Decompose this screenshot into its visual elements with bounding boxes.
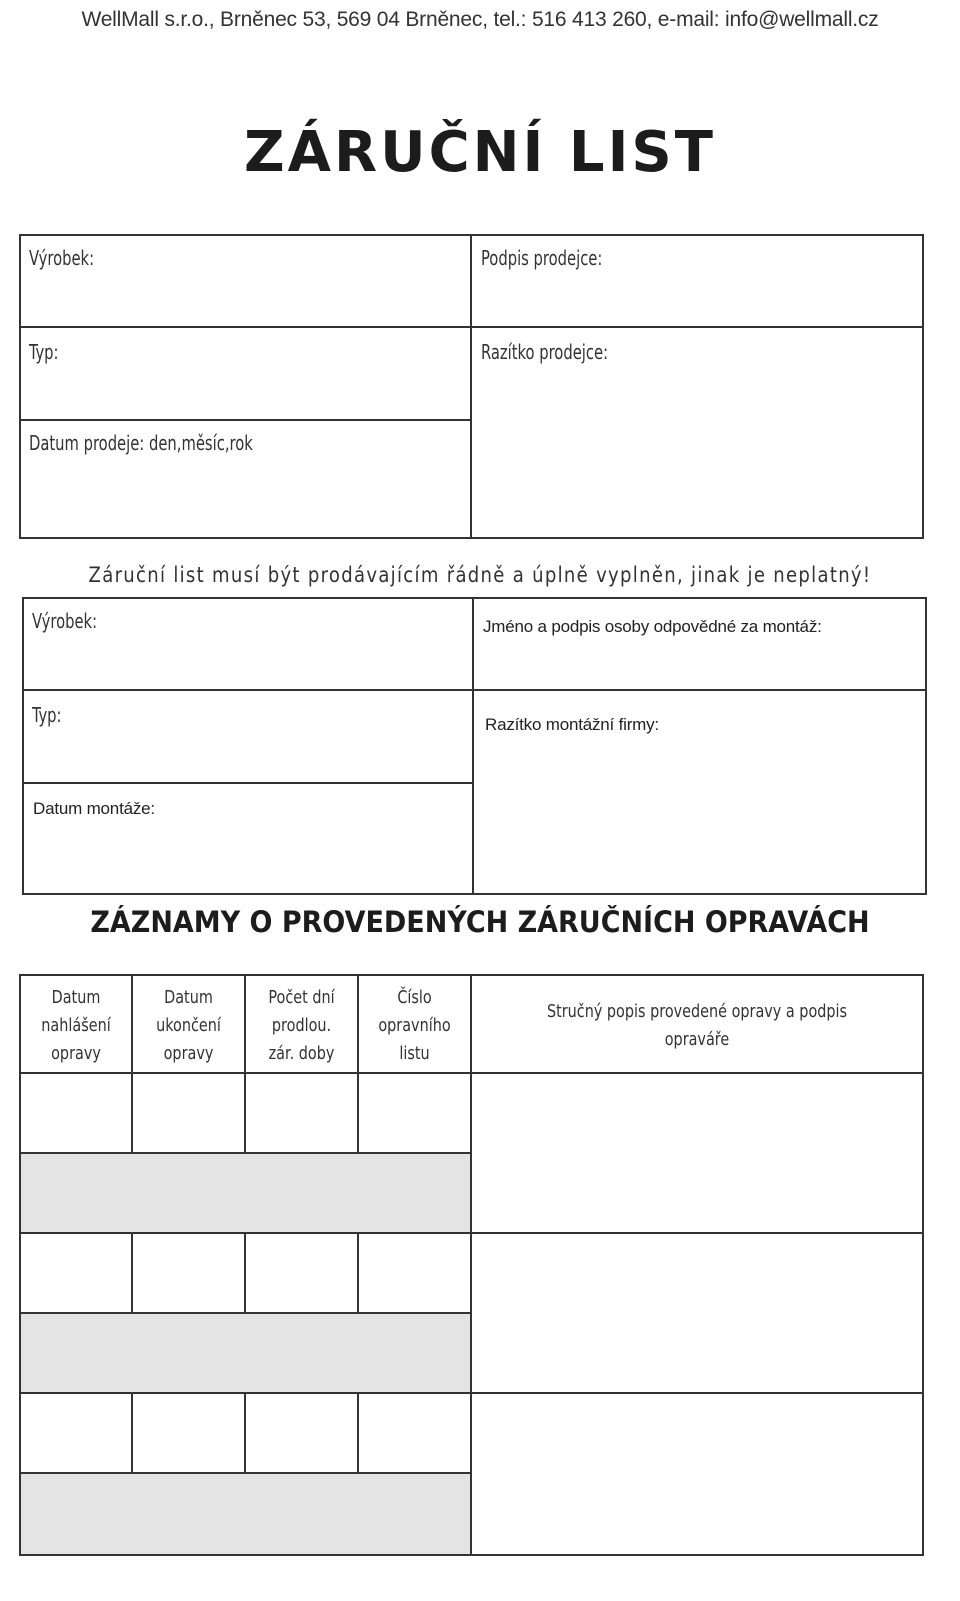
header-line: prodlou. — [271, 1015, 332, 1036]
table-row-shaded — [21, 1314, 471, 1393]
table-row-shaded — [21, 1474, 471, 1554]
header-line: ukončení — [156, 1015, 221, 1036]
repairs-section-title: ZÁZNAMY O PROVEDENÝCH ZÁRUČNÍCH OPRAVÁCH — [90, 905, 870, 939]
sale-type-label: Typ: — [29, 340, 59, 364]
document-title: ZÁRUČNÍ LIST — [244, 120, 716, 185]
header-line: Datum — [164, 987, 213, 1008]
sale-divider-vertical — [470, 234, 472, 539]
installer-signature-label: Jméno a podpis osoby odpovědné za montáž: — [483, 617, 822, 636]
header-extension-days — [246, 984, 357, 1068]
header-line: opravního — [378, 1015, 451, 1036]
header-line: zár. doby — [268, 1043, 335, 1064]
table-column-separator — [357, 1232, 359, 1314]
installation-type-label: Typ: — [32, 703, 62, 727]
validity-notice: Záruční list musí být prodávajícím řádně a úplně vyplněn, jinak je neplatný! — [88, 563, 872, 587]
table-column-separator — [244, 1232, 246, 1314]
header-line: Datum — [51, 987, 101, 1008]
table-column-separator — [357, 1392, 359, 1474]
header-repair-sheet-number — [359, 984, 470, 1068]
sale-divider-2 — [19, 419, 472, 421]
table-row-shaded — [21, 1154, 471, 1233]
table-column-separator — [131, 1392, 133, 1474]
installation-divider-1 — [22, 689, 927, 691]
table-description-separator — [470, 974, 472, 1556]
header-line: opraváře — [664, 1029, 730, 1050]
sale-product-label: Výrobek: — [29, 246, 95, 270]
header-repair-description — [472, 998, 922, 1054]
sale-date-label: Datum prodeje: den,měsíc,rok — [29, 431, 253, 455]
table-column-separator — [131, 1232, 133, 1314]
seller-signature-label: Podpis prodejce: — [481, 246, 603, 270]
installation-product-label: Výrobek: — [32, 609, 98, 633]
installer-stamp-label: Razítko montážní firmy: — [485, 715, 659, 734]
installation-divider-2 — [22, 782, 474, 784]
header-line: opravy — [163, 1043, 214, 1064]
installation-section — [22, 597, 927, 895]
table-column-separator — [244, 1392, 246, 1474]
header-line: Stručný popis provedené opravy a podpis — [546, 1001, 848, 1022]
header-completion-date — [133, 984, 244, 1068]
sale-divider-1 — [19, 326, 924, 328]
header-line: opravy — [51, 1043, 101, 1064]
installation-date-label: Datum montáže: — [33, 799, 155, 818]
company-contact-line: WellMall s.r.o., Brněnec 53, 569 04 Brněnec, tel.: 516 413 260, e-mail: info@wellmall.cz — [81, 8, 879, 31]
header-line: nahlášení — [41, 1015, 111, 1036]
header-line: Číslo — [397, 987, 432, 1008]
installation-divider-vertical — [472, 597, 474, 895]
seller-stamp-label: Razítko prodejce: — [481, 340, 609, 364]
header-line: listu — [399, 1043, 430, 1064]
header-line: Počet dní — [268, 987, 335, 1008]
header-report-date — [21, 984, 131, 1068]
